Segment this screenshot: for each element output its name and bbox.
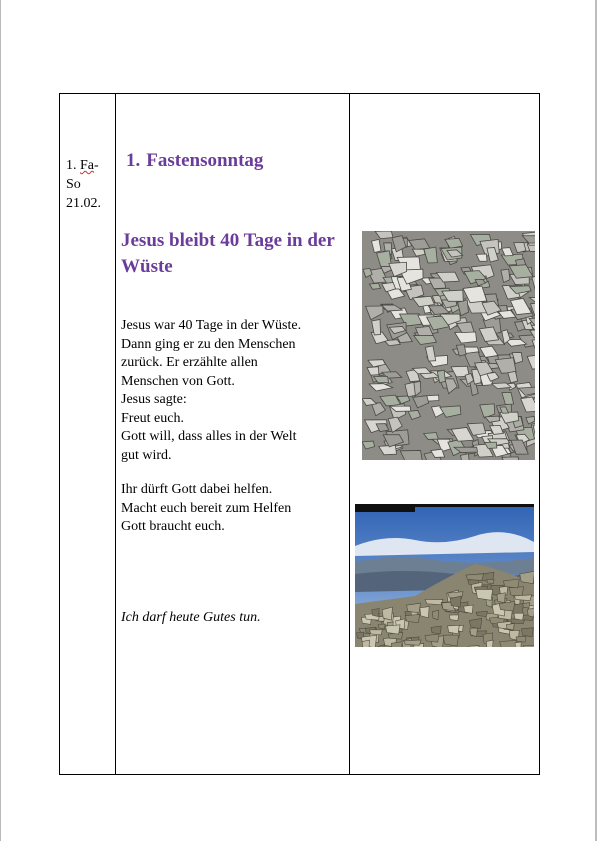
date-cell (66, 156, 112, 213)
closing-sentence: Ich darf heute Gutes tun. (121, 610, 261, 625)
body-line: gut wird. (121, 447, 172, 463)
body-line: Jesus sagte: (121, 392, 187, 407)
sunday-heading (126, 149, 263, 173)
heading-title: Fastensonntag (146, 150, 264, 171)
column-divider-1 (115, 94, 116, 774)
body-line: Gott will, dass alles in der Welt (121, 429, 297, 444)
body-line: zurück. Er erzählte allen (121, 355, 258, 370)
body-line: Gott braucht euch. (121, 519, 225, 534)
date-line3: 21.02. (66, 196, 101, 211)
column-divider-2 (349, 94, 350, 774)
document-table (59, 93, 540, 775)
paragraph-gap (121, 465, 343, 481)
date-line1-prefix: 1. (66, 158, 80, 173)
spellcheck-marked-word[interactable]: Fa (80, 158, 94, 173)
body-line: Menschen von Gott. (121, 373, 235, 389)
rocky-scree-photo (362, 231, 535, 460)
mountain-summit-photo (355, 504, 534, 647)
body-text (121, 317, 343, 537)
body-line: Dann ging er zu den Menschen (121, 336, 296, 352)
body-line: Jesus war 40 Tage in der Wüste. (121, 318, 302, 333)
heading-number: 1. (126, 150, 141, 171)
body-line: Ihr dürft Gott dabei helfen. (121, 482, 273, 497)
subtitle-heading: Jesus bleibt 40 Tage in der Wüste (121, 230, 335, 277)
body-line: Freut euch. (121, 410, 184, 426)
page-edge-left (0, 0, 1, 841)
body-line: Macht euch bereit zum Helfen (121, 500, 292, 516)
date-line2: So (66, 177, 81, 192)
date-line1-suffix: - (94, 158, 99, 173)
